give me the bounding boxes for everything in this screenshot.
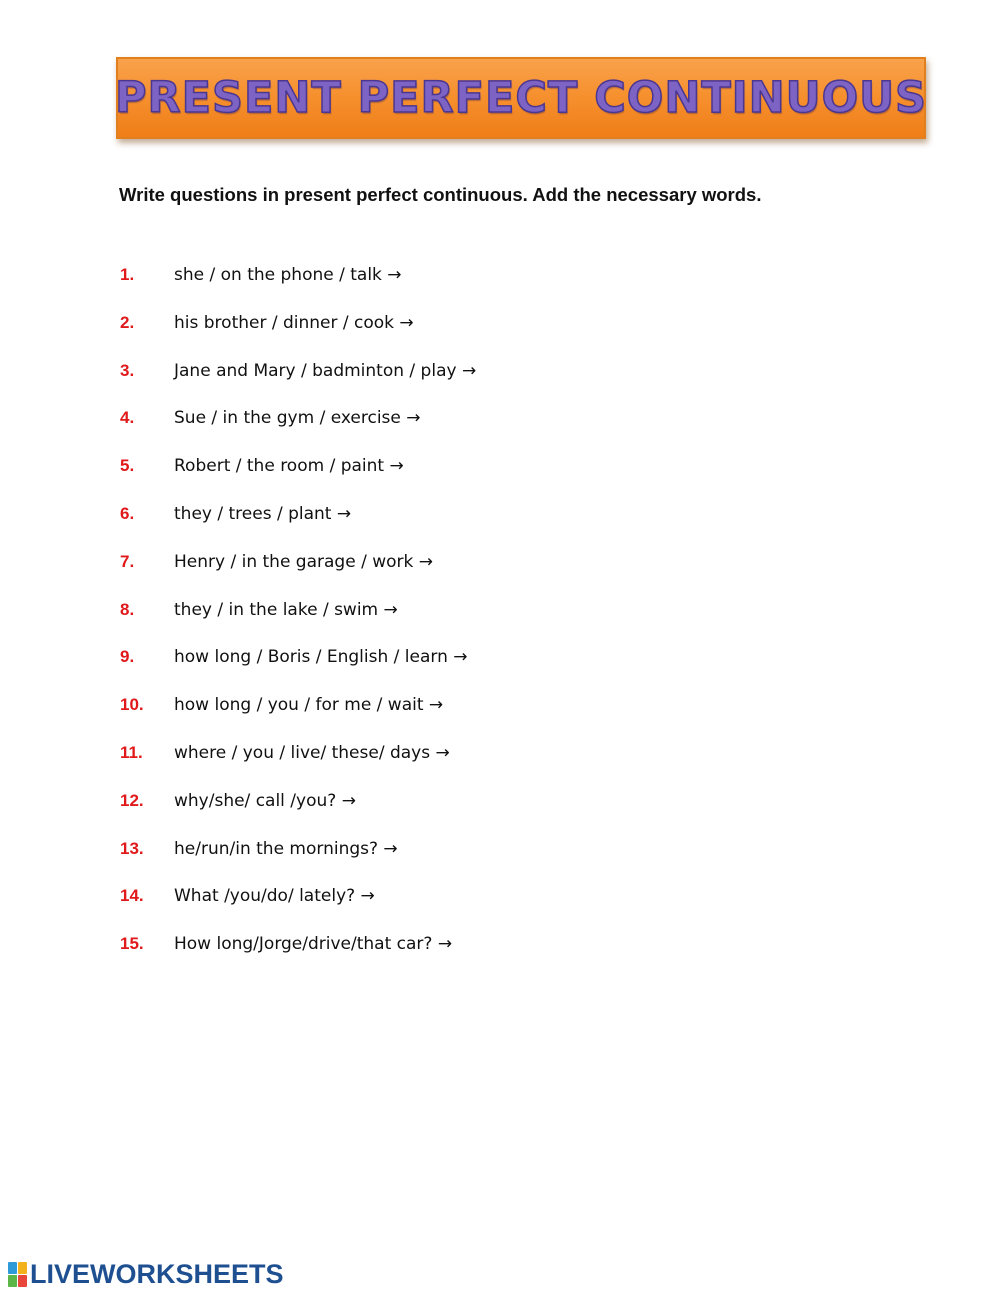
item-number: 15. — [120, 934, 144, 954]
item-text: How long/Jorge/drive/that car? → — [174, 934, 453, 955]
logo-cell — [18, 1262, 27, 1274]
list-item — [120, 600, 476, 648]
item-number: 14. — [120, 886, 144, 906]
item-number: 11. — [120, 742, 143, 762]
list-item — [120, 791, 476, 839]
item-text: he/run/in the mornings? → — [174, 838, 398, 859]
item-number: 6. — [120, 503, 135, 523]
list-item — [120, 313, 476, 361]
item-text: Robert / the room / paint → — [174, 456, 404, 477]
list-item — [120, 647, 476, 695]
list-item — [120, 552, 476, 600]
item-number: 12. — [120, 790, 144, 810]
list-item — [120, 361, 476, 409]
item-text: they / in the lake / swim → — [174, 599, 398, 620]
list-item — [120, 265, 476, 313]
item-text: his brother / dinner / cook → — [174, 312, 414, 333]
item-number: 8. — [120, 599, 135, 619]
item-number: 7. — [120, 551, 135, 571]
list-item — [120, 456, 476, 504]
footer-logo[interactable] — [8, 1260, 284, 1288]
instructions: Write questions in present perfect continuous. Add the necessary words. — [119, 184, 762, 205]
item-text: Jane and Mary / badminton / play → — [174, 360, 477, 381]
item-number: 13. — [120, 838, 144, 858]
item-text: Sue / in the gym / exercise → — [174, 408, 421, 429]
logo-cell — [8, 1275, 17, 1287]
list-item — [120, 695, 476, 743]
item-number: 4. — [120, 408, 135, 428]
item-number: 1. — [120, 265, 135, 284]
liveworksheets-logo-icon — [8, 1262, 27, 1287]
item-text: how long / Boris / English / learn → — [174, 647, 468, 668]
logo-cell — [18, 1275, 27, 1287]
item-number: 2. — [120, 312, 135, 332]
page-title: PRESENT PERFECT CONTINUOUS — [115, 73, 928, 123]
list-item — [120, 743, 476, 791]
list-item — [120, 504, 476, 552]
item-number: 9. — [120, 647, 135, 667]
exercise-list — [120, 265, 476, 982]
item-number: 10. — [120, 695, 144, 715]
item-text: What /you/do/ lately? → — [174, 886, 375, 907]
list-item — [120, 408, 476, 456]
item-number: 3. — [120, 360, 135, 380]
item-text: they / trees / plant → — [174, 503, 352, 524]
logo-text: LIVEWORKSHEETS — [30, 1259, 284, 1289]
list-item — [120, 886, 476, 934]
list-item — [120, 934, 476, 982]
item-number: 5. — [120, 456, 135, 476]
item-text: she / on the phone / talk → — [174, 265, 402, 285]
item-text: how long / you / for me / wait → — [174, 695, 444, 716]
title-banner — [116, 57, 926, 139]
item-text: Henry / in the garage / work → — [174, 551, 433, 572]
list-item — [120, 839, 476, 887]
item-text: where / you / live/ these/ days → — [174, 742, 450, 763]
logo-cell — [8, 1262, 17, 1274]
item-text: why/she/ call /you? → — [174, 790, 356, 811]
